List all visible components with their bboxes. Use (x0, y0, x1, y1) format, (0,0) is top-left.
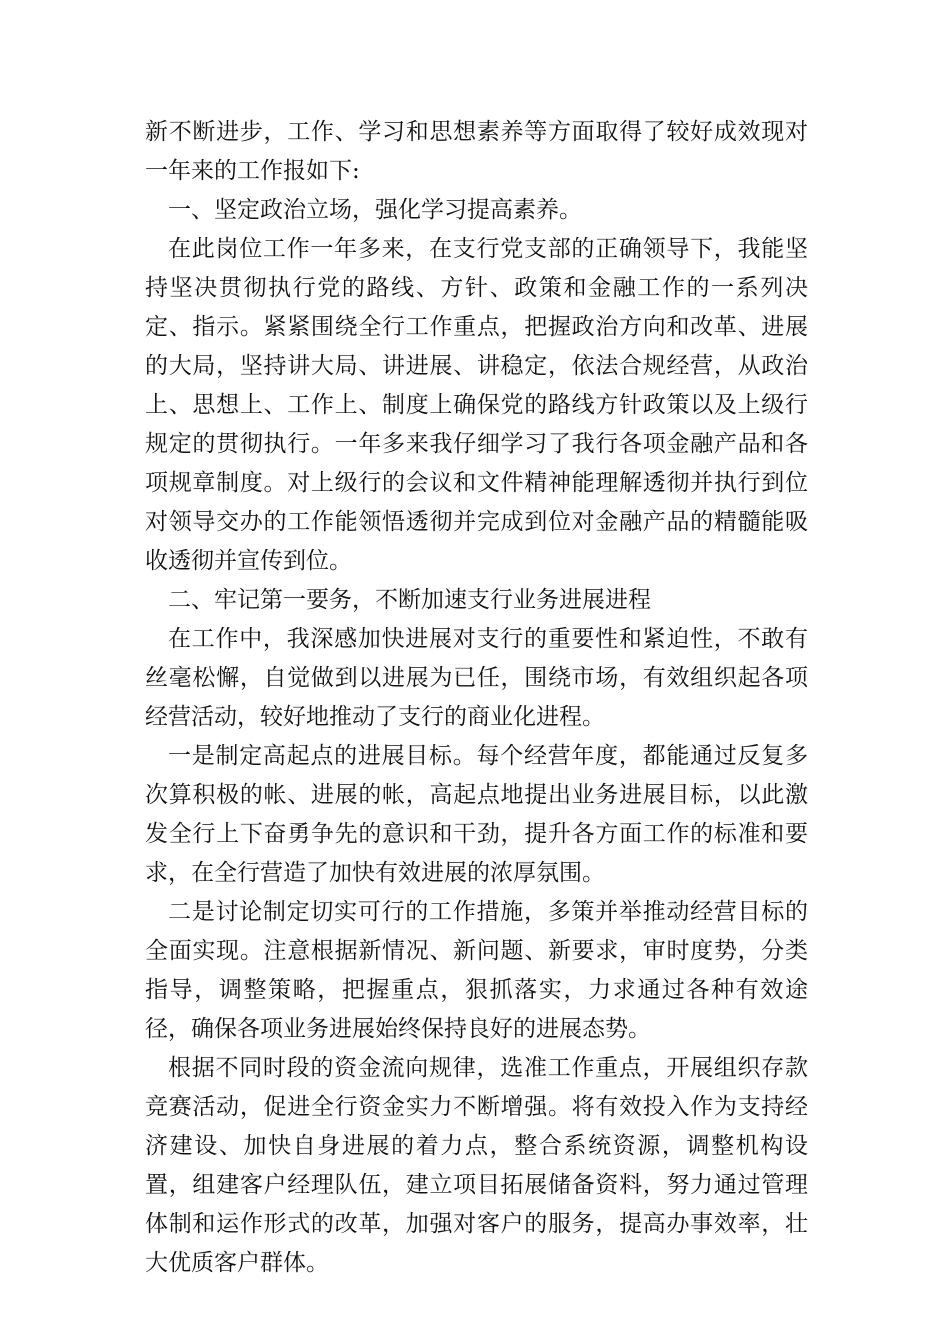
paragraph-section-1: 在此岗位工作一年多来，在支行党支部的正确领导下，我能坚持坚决贯彻执行党的路线、方针、政策和金融工作的一系列决定、指示。紧紧围绕全行工作重点，把握政治方向和改革、进展的大局，坚持讲大局、讲进展、讲稳定，依法合规经营，从政治上、思想上、工作上、制度上确保党的路线方针政策以及上级行规定的贯彻执行。一年多来我仔细学习了我行各项金融产品和各项规章制度。对上级行的会议和文件精神能理解透彻并执行到位对领导交办的工作能领悟透彻并完成到位对金融产品的精髓能吸收透彻并宣传到位。 (145, 236, 808, 574)
paragraph-measures: 二是讨论制定切实可行的工作措施，多策并举推动经营目标的全面实现。注意根据新情况、新问题、新要求，审时度势，分类指导，调整策略，把握重点，狠抓落实，力求通过各种有效途径，确保各项业务进展始终保持良好的进展态势。 (145, 899, 808, 1042)
section-heading-1: 一、坚定政治立场，强化学习提高素养。 (168, 197, 582, 223)
paragraph-goal: 一是制定高起点的进展目标。每个经营年度，都能通过反复多次算积极的帐、进展的帐，高起点地提出业务进展目标，以此激发全行上下奋勇争先的意识和干劲，提升各方面工作的标准和要求，在全行营造了加快有效进展的浓厚氛围。 (145, 743, 808, 886)
paragraph-funds: 根据不同时段的资金流向规律，选准工作重点，开展组织存款竞赛活动，促进全行资金实力不断增强。将有效投入作为支持经济建设、加快自身进展的着力点，整合系统资源，调整机构设置，组建客户经理队伍，建立项目拓展储备资料，努力通过管理体制和运作形式的改革，加强对客户的服务，提高办事效率，壮大优质客户群体。 (145, 1055, 808, 1276)
section-heading-2: 二、牢记第一要务，不断加速支行业务进展进程 (168, 587, 651, 613)
document-body (145, 113, 808, 1283)
paragraph-section-2: 在工作中，我深感加快进展对支行的重要性和紧迫性，不敢有丝毫松懈，自觉做到以进展为已任，围绕市场，有效组织起各项经营活动，较好地推动了支行的商业化进程。 (145, 626, 808, 730)
paragraph-intro: 新不断进步，工作、学习和思想素养等方面取得了较好成效现对一年来的工作报如下: (145, 119, 808, 184)
